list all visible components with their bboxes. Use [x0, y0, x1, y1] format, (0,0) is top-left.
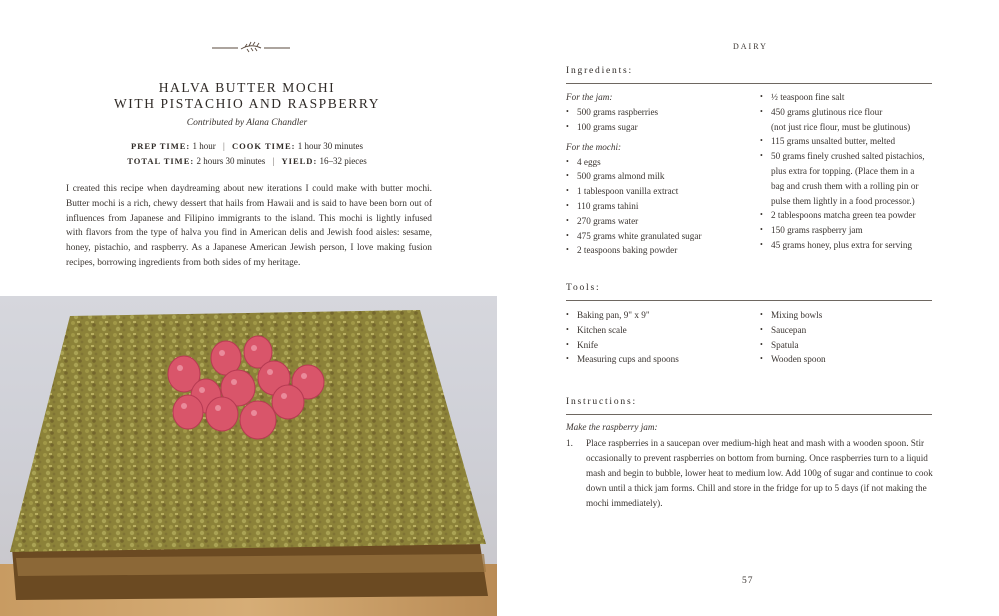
total-time-value: 2 hours 30 minutes: [196, 156, 266, 166]
cook-time-label: COOK TIME:: [232, 141, 296, 151]
list-item-continuation: (not just rice flour, must be glutinous): [771, 121, 911, 132]
yield-value: 16–32 pieces: [319, 156, 367, 166]
separator: |: [222, 141, 225, 151]
step-number: 1.: [566, 438, 573, 448]
list-item: • 500 grams raspberries: [566, 105, 756, 120]
list-item-continuation: pulse them lightly in a food processor.): [771, 195, 915, 206]
instruction-step: [566, 436, 934, 511]
tools-left-column: [566, 308, 756, 367]
list-item: • 2 tablespoons matcha green tea powder: [760, 208, 935, 223]
list-item: • Mixing bowls: [760, 308, 935, 323]
list-item: • 1 tablespoon vanilla extract: [566, 184, 756, 199]
section-rule: [566, 300, 932, 301]
list-item: • 110 grams tahini: [566, 199, 756, 214]
list-item: • 500 grams almond milk: [566, 169, 756, 184]
recipe-title-line1: HALVA BUTTER MOCHI: [158, 80, 336, 95]
list-item-continuation: bag and crush them with a rolling pin or: [771, 180, 919, 191]
list-item: • 115 grams unsalted butter, melted: [760, 134, 935, 149]
mochi-label: For the mochi:: [566, 141, 622, 152]
jam-label: For the jam:: [566, 92, 613, 102]
ingredients-left-column: [566, 90, 756, 258]
prep-time-value: 1 hour: [192, 141, 216, 151]
list-item: • 2 teaspoons baking powder: [566, 243, 756, 258]
tools-right-column: [760, 308, 935, 367]
time-row-1: [60, 141, 434, 151]
list-item: • Spatula: [760, 338, 935, 353]
time-row-2: [60, 156, 434, 166]
list-item-continuation: plus extra for topping. (Place them in a: [771, 165, 915, 176]
list-item: • 4 eggs: [566, 155, 756, 170]
running-head: DAIRY: [733, 42, 768, 51]
cake-photo: [0, 296, 497, 616]
list-item: • 150 grams raspberry jam: [760, 223, 935, 238]
intro-paragraph: I created this recipe when daydreaming about new iterations I could make with butter mochi. Butter mochi is a rich, chewy dessert that hails from Hawaii and is said to have been born out of influences from Japanese and Filipino immigrants to the island. This mochi is lightly infused with flavors from the type of halva you find in American delis and Jewish food aisles: sesame, honey, pistachio, and raspberry. As a Japanese American Jewish person, I love making fusion recipes, borrowing ingredients from both sides of my heritage.: [66, 184, 432, 268]
section-rule: [566, 83, 932, 84]
section-rule: [566, 414, 932, 415]
contributor-credit: Contributed by Alana Chandler: [186, 118, 308, 128]
list-item: • Saucepan: [760, 323, 935, 338]
separator: |: [272, 156, 275, 166]
tools-heading: Tools:: [566, 283, 601, 293]
list-item: • 100 grams sugar: [566, 120, 756, 135]
ingredients-heading: Ingredients:: [566, 66, 633, 76]
yield-label: YIELD:: [281, 156, 318, 166]
cook-time-value: 1 hour 30 minutes: [297, 141, 363, 151]
list-item: • 50 grams finely crushed salted pistachios,: [760, 149, 935, 164]
list-item: • Kitchen scale: [566, 323, 756, 338]
list-item: • 475 grams white granulated sugar: [566, 229, 756, 244]
list-item: • Measuring cups and spoons: [566, 352, 756, 367]
step-text: Place raspberries in a saucepan over medium-high heat and mash with a wooden spoon. Stir occasionally to prevent raspberries on bottom from burning. Once raspberries turn to a liquid mash and begin to bubble, lower heat to medium low. Add 100g of sugar and continue to cook down until a thick jam forms. Chill and store in the fridge for up to 5 days (if not making the mochi immediately).: [586, 438, 933, 508]
prep-time-label: PREP TIME:: [131, 141, 191, 151]
ornament-flourish-icon: [212, 40, 290, 56]
total-time-label: TOTAL TIME:: [127, 156, 195, 166]
instructions-heading: Instructions:: [566, 397, 637, 407]
list-item: • Baking pan, 9" x 9": [566, 308, 756, 323]
recipe-title-line2: WITH PISTACHIO AND RASPBERRY: [113, 96, 381, 111]
ingredients-right-column: [760, 90, 935, 253]
instructions-subheading: Make the raspberry jam:: [566, 422, 658, 432]
list-item: • ½ teaspoon fine salt: [760, 90, 935, 105]
page-number: 57: [742, 576, 754, 586]
list-item: • 270 grams water: [566, 214, 756, 229]
list-item: • 450 grams glutinous rice flour: [760, 105, 935, 120]
list-item: • 45 grams honey, plus extra for serving: [760, 238, 935, 253]
cake-illustration: [0, 296, 497, 616]
list-item: • Wooden spoon: [760, 352, 935, 367]
list-item: • Knife: [566, 338, 756, 353]
